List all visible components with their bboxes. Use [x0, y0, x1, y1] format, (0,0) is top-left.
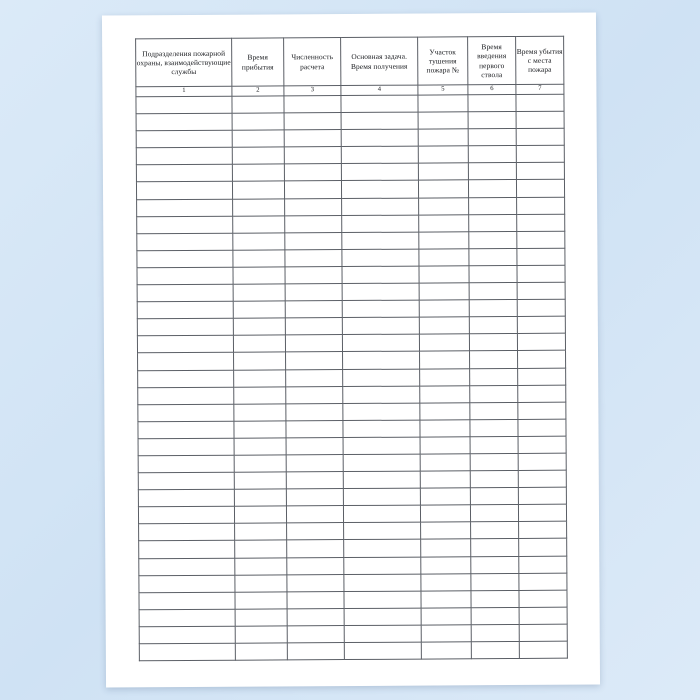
table-cell[interactable]	[518, 436, 566, 453]
table-cell[interactable]	[516, 163, 564, 180]
table-cell[interactable]	[420, 402, 470, 419]
table-cell[interactable]	[518, 368, 566, 385]
table-cell[interactable]	[518, 402, 566, 419]
table-cell[interactable]	[419, 334, 469, 351]
table-cell[interactable]	[287, 643, 344, 660]
table-cell[interactable]	[286, 386, 343, 403]
table-cell[interactable]	[139, 609, 235, 627]
table-cell[interactable]	[287, 574, 344, 591]
table-cell[interactable]	[235, 540, 287, 557]
column-number-6: 6	[468, 84, 516, 94]
table-cell[interactable]	[419, 317, 469, 334]
table-cell[interactable]	[343, 351, 420, 369]
table-cell[interactable]	[235, 523, 287, 540]
table-cell[interactable]	[470, 351, 518, 368]
table-cell[interactable]	[470, 385, 518, 402]
table-cell[interactable]	[419, 266, 469, 283]
table-cell[interactable]	[235, 575, 287, 592]
table-cell[interactable]	[136, 96, 232, 114]
table-cell[interactable]	[286, 506, 343, 523]
table-cell[interactable]	[420, 471, 470, 488]
column-header-sector-number: Участок тушения пожара №	[418, 37, 468, 85]
table-cell[interactable]	[519, 624, 567, 641]
table-cell[interactable]	[285, 301, 342, 318]
table-cell[interactable]	[471, 539, 519, 556]
table-cell[interactable]	[139, 524, 235, 542]
table-cell[interactable]	[232, 181, 284, 198]
table-cell[interactable]	[516, 180, 564, 197]
table-cell[interactable]	[343, 403, 420, 421]
table-cell[interactable]	[342, 249, 419, 267]
table-cell[interactable]	[518, 504, 566, 521]
table-cell[interactable]	[138, 489, 234, 507]
table-cell[interactable]	[286, 352, 343, 369]
column-number-3: 3	[284, 86, 341, 96]
table-cell[interactable]	[344, 608, 421, 626]
table-cell[interactable]	[419, 300, 469, 317]
table-cell[interactable]	[341, 112, 418, 130]
table-cell[interactable]	[519, 607, 567, 624]
table-cell[interactable]	[341, 181, 418, 199]
table-cell[interactable]	[136, 165, 232, 183]
table-cell[interactable]	[136, 182, 232, 200]
table-cell[interactable]	[344, 540, 421, 558]
table-cell[interactable]	[469, 283, 517, 300]
table-cell[interactable]	[420, 454, 470, 471]
table-cell[interactable]	[518, 385, 566, 402]
column-header-main-task: Основная задача. Время получения	[341, 37, 418, 85]
table-cell[interactable]	[235, 626, 287, 643]
table-cell[interactable]	[517, 197, 565, 214]
table-cell[interactable]	[138, 387, 234, 405]
table-cell[interactable]	[421, 573, 471, 590]
table-cell[interactable]	[139, 541, 235, 559]
table-cell[interactable]	[470, 505, 518, 522]
table-cell[interactable]	[284, 113, 341, 130]
column-header-units: Подразделения пожарной охраны, взаимодействующие службы	[136, 38, 232, 87]
table-cell[interactable]	[343, 505, 420, 523]
table-cell[interactable]	[342, 266, 419, 284]
table-cell[interactable]	[470, 402, 518, 419]
table-cell[interactable]	[285, 249, 342, 266]
table-cell[interactable]	[235, 609, 287, 626]
column-header-crew-size: Численность расчета	[284, 38, 341, 86]
table-cell[interactable]	[138, 421, 234, 439]
table-cell[interactable]	[516, 94, 564, 111]
table-cell[interactable]	[233, 267, 285, 284]
table-cell[interactable]	[343, 471, 420, 489]
column-number-2: 2	[232, 86, 284, 96]
table-cell[interactable]	[469, 317, 517, 334]
table-cell[interactable]	[421, 608, 471, 625]
table-cell[interactable]	[234, 455, 286, 472]
table-cell[interactable]	[470, 419, 518, 436]
table-cell[interactable]	[469, 214, 517, 231]
table-cell[interactable]	[286, 472, 343, 489]
table-cell[interactable]	[287, 557, 344, 574]
table-cell[interactable]	[518, 470, 566, 487]
column-number-5: 5	[418, 85, 468, 95]
table-cell[interactable]	[232, 164, 284, 181]
table-cell[interactable]	[285, 335, 342, 352]
table-cell[interactable]	[139, 558, 235, 576]
table-cell[interactable]	[518, 453, 566, 470]
table-cell[interactable]	[470, 488, 518, 505]
column-header-arrival-time: Время прибытия	[232, 38, 284, 86]
table-cell[interactable]	[343, 454, 420, 472]
table-cell[interactable]	[420, 488, 470, 505]
table-cell[interactable]	[137, 336, 233, 354]
table-cell[interactable]	[519, 539, 567, 556]
table-cell[interactable]	[234, 404, 286, 421]
table-cell[interactable]	[138, 404, 234, 422]
table-cell[interactable]	[136, 113, 232, 131]
table-cell[interactable]	[470, 453, 518, 470]
table-cell[interactable]	[517, 231, 565, 248]
table-cell[interactable]	[136, 148, 232, 166]
table-cell[interactable]	[286, 403, 343, 420]
table-cell[interactable]	[343, 488, 420, 506]
table-cell[interactable]	[469, 334, 517, 351]
table-header	[136, 36, 564, 97]
table-cell[interactable]	[518, 351, 566, 368]
table-cell[interactable]	[137, 199, 233, 217]
table-cell[interactable]	[137, 284, 233, 302]
table-cell[interactable]	[418, 129, 468, 146]
table-cell[interactable]	[516, 111, 564, 128]
table-cell[interactable]	[232, 130, 284, 147]
table-cell[interactable]	[419, 214, 469, 231]
table-cell[interactable]	[469, 248, 517, 265]
table-cell[interactable]	[341, 129, 418, 147]
table-cell[interactable]	[470, 471, 518, 488]
table-cell[interactable]	[469, 300, 517, 317]
table-cell[interactable]	[285, 318, 342, 335]
table-cell[interactable]	[471, 607, 519, 624]
table-cell[interactable]	[468, 129, 516, 146]
table-cell[interactable]	[137, 301, 233, 319]
table-cell[interactable]	[138, 438, 234, 456]
table-cell[interactable]	[418, 95, 468, 112]
table-cell[interactable]	[471, 590, 519, 607]
table-cell[interactable]	[517, 334, 565, 351]
table-cell[interactable]	[233, 198, 285, 215]
table-cell[interactable]	[517, 214, 565, 231]
table-cell[interactable]	[418, 112, 468, 129]
table-cell[interactable]	[235, 643, 287, 660]
table-cell[interactable]	[342, 215, 419, 233]
table-cell[interactable]	[284, 130, 341, 147]
table-cell[interactable]	[232, 147, 284, 164]
table-cell[interactable]	[344, 625, 421, 643]
table-cell[interactable]	[420, 437, 470, 454]
table-cell[interactable]	[344, 591, 421, 609]
table-cell[interactable]	[137, 216, 233, 234]
table-cell[interactable]	[420, 385, 470, 402]
registration-table	[135, 36, 568, 662]
table-cell[interactable]	[470, 436, 518, 453]
table-cell[interactable]	[233, 250, 285, 267]
table-cell[interactable]	[469, 265, 517, 282]
table-cell[interactable]	[519, 641, 567, 658]
table-cell[interactable]	[418, 163, 468, 180]
table-cell[interactable]	[519, 522, 567, 539]
table-cell[interactable]	[421, 522, 471, 539]
table-cell[interactable]	[138, 353, 234, 371]
table-cell[interactable]	[138, 506, 234, 524]
table-cell[interactable]	[139, 575, 235, 593]
table-cell[interactable]	[420, 505, 470, 522]
table-cell[interactable]	[341, 95, 418, 113]
table-row[interactable]	[139, 641, 567, 661]
table-cell[interactable]	[421, 642, 471, 659]
table-cell[interactable]	[343, 420, 420, 438]
table-cell[interactable]	[516, 128, 564, 145]
table-cell[interactable]	[287, 523, 344, 540]
table-cell[interactable]	[234, 369, 286, 386]
table-cell[interactable]	[139, 643, 235, 661]
table-cell[interactable]	[517, 248, 565, 265]
table-cell[interactable]	[344, 522, 421, 540]
table-cell[interactable]	[420, 368, 470, 385]
table-cell[interactable]	[343, 386, 420, 404]
table-cell[interactable]	[342, 317, 419, 335]
table-cell[interactable]	[286, 437, 343, 454]
table-cell[interactable]	[517, 265, 565, 282]
table-cell[interactable]	[421, 539, 471, 556]
table-cell[interactable]	[138, 472, 234, 490]
table-cell[interactable]	[471, 573, 519, 590]
table-cell[interactable]	[341, 163, 418, 181]
table-cell[interactable]	[234, 352, 286, 369]
table-cell[interactable]	[136, 130, 232, 148]
table-cell[interactable]	[419, 249, 469, 266]
table-cell[interactable]	[419, 197, 469, 214]
page-content-area	[135, 36, 567, 663]
table-cell[interactable]	[418, 146, 468, 163]
column-number-7: 7	[516, 84, 564, 94]
table-cell[interactable]	[344, 642, 421, 660]
table-cell[interactable]	[285, 284, 342, 301]
table-cell[interactable]	[420, 420, 470, 437]
table-header-row	[136, 36, 564, 87]
table-cell[interactable]	[232, 113, 284, 130]
document-page	[102, 12, 600, 687]
column-header-first-nozzle-time: Время введения первого ствола	[468, 36, 516, 84]
table-cell[interactable]	[287, 540, 344, 557]
table-cell[interactable]	[138, 370, 234, 388]
table-cell[interactable]	[286, 455, 343, 472]
table-cell[interactable]	[471, 522, 519, 539]
table-cell[interactable]	[468, 163, 516, 180]
table-cell[interactable]	[519, 556, 567, 573]
table-cell[interactable]	[517, 282, 565, 299]
table-cell[interactable]	[419, 283, 469, 300]
table-cell[interactable]	[235, 557, 287, 574]
table-cell[interactable]	[234, 386, 286, 403]
table-cell[interactable]	[137, 250, 233, 268]
table-cell[interactable]	[235, 592, 287, 609]
table-cell[interactable]	[137, 267, 233, 285]
table-cell[interactable]	[234, 472, 286, 489]
table-cell[interactable]	[137, 233, 233, 251]
table-cell[interactable]	[519, 590, 567, 607]
table-cell[interactable]	[287, 608, 344, 625]
table-cell[interactable]	[468, 94, 516, 111]
table-cell[interactable]	[233, 301, 285, 318]
table-cell[interactable]	[341, 146, 418, 164]
table-cell[interactable]	[471, 624, 519, 641]
table-cell[interactable]	[233, 216, 285, 233]
table-cell[interactable]	[517, 316, 565, 333]
table-cell[interactable]	[471, 641, 519, 658]
table-cell[interactable]	[233, 318, 285, 335]
table-cell[interactable]	[233, 335, 285, 352]
table-cell[interactable]	[139, 592, 235, 610]
table-cell[interactable]	[468, 146, 516, 163]
table-cell[interactable]	[421, 625, 471, 642]
table-cell[interactable]	[286, 369, 343, 386]
table-cell[interactable]	[234, 438, 286, 455]
table-cell[interactable]	[285, 232, 342, 249]
table-cell[interactable]	[232, 96, 284, 113]
table-cell[interactable]	[518, 487, 566, 504]
table-cell[interactable]	[138, 455, 234, 473]
table-cell[interactable]	[284, 181, 341, 198]
table-cell[interactable]	[469, 231, 517, 248]
table-cell[interactable]	[284, 164, 341, 181]
table-cell[interactable]	[233, 284, 285, 301]
table-cell[interactable]	[342, 232, 419, 250]
table-cell[interactable]	[137, 318, 233, 336]
table-cell[interactable]	[287, 591, 344, 608]
table-cell[interactable]	[343, 437, 420, 455]
table-cell[interactable]	[342, 300, 419, 318]
table-cell[interactable]	[234, 421, 286, 438]
table-cell[interactable]	[468, 180, 516, 197]
table-cell[interactable]	[285, 266, 342, 283]
table-cell[interactable]	[344, 574, 421, 592]
table-cell[interactable]	[234, 489, 286, 506]
table-cell[interactable]	[342, 283, 419, 301]
table-cell[interactable]	[519, 573, 567, 590]
table-cell[interactable]	[286, 420, 343, 437]
table-cell[interactable]	[420, 351, 470, 368]
table-cell[interactable]	[421, 556, 471, 573]
table-cell[interactable]	[518, 419, 566, 436]
table-cell[interactable]	[517, 299, 565, 316]
table-cell[interactable]	[471, 556, 519, 573]
table-body	[136, 94, 567, 661]
table-cell[interactable]	[287, 625, 344, 642]
table-cell[interactable]	[470, 368, 518, 385]
table-cell[interactable]	[468, 112, 516, 129]
table-cell[interactable]	[342, 198, 419, 216]
table-cell[interactable]	[343, 369, 420, 387]
table-cell[interactable]	[418, 180, 468, 197]
column-number-4: 4	[341, 85, 418, 95]
table-cell[interactable]	[344, 557, 421, 575]
column-header-departure-time: Время убытия с места пожара	[516, 36, 564, 84]
table-cell[interactable]	[285, 215, 342, 232]
table-cell[interactable]	[342, 334, 419, 352]
table-cell[interactable]	[421, 590, 471, 607]
table-cell[interactable]	[286, 489, 343, 506]
table-cell[interactable]	[234, 506, 286, 523]
table-cell[interactable]	[284, 147, 341, 164]
table-cell[interactable]	[233, 233, 285, 250]
table-cell[interactable]	[469, 197, 517, 214]
table-cell[interactable]	[419, 232, 469, 249]
table-cell[interactable]	[285, 198, 342, 215]
column-number-1: 1	[136, 86, 232, 97]
table-cell[interactable]	[284, 96, 341, 113]
table-cell[interactable]	[139, 626, 235, 644]
table-cell[interactable]	[516, 145, 564, 162]
